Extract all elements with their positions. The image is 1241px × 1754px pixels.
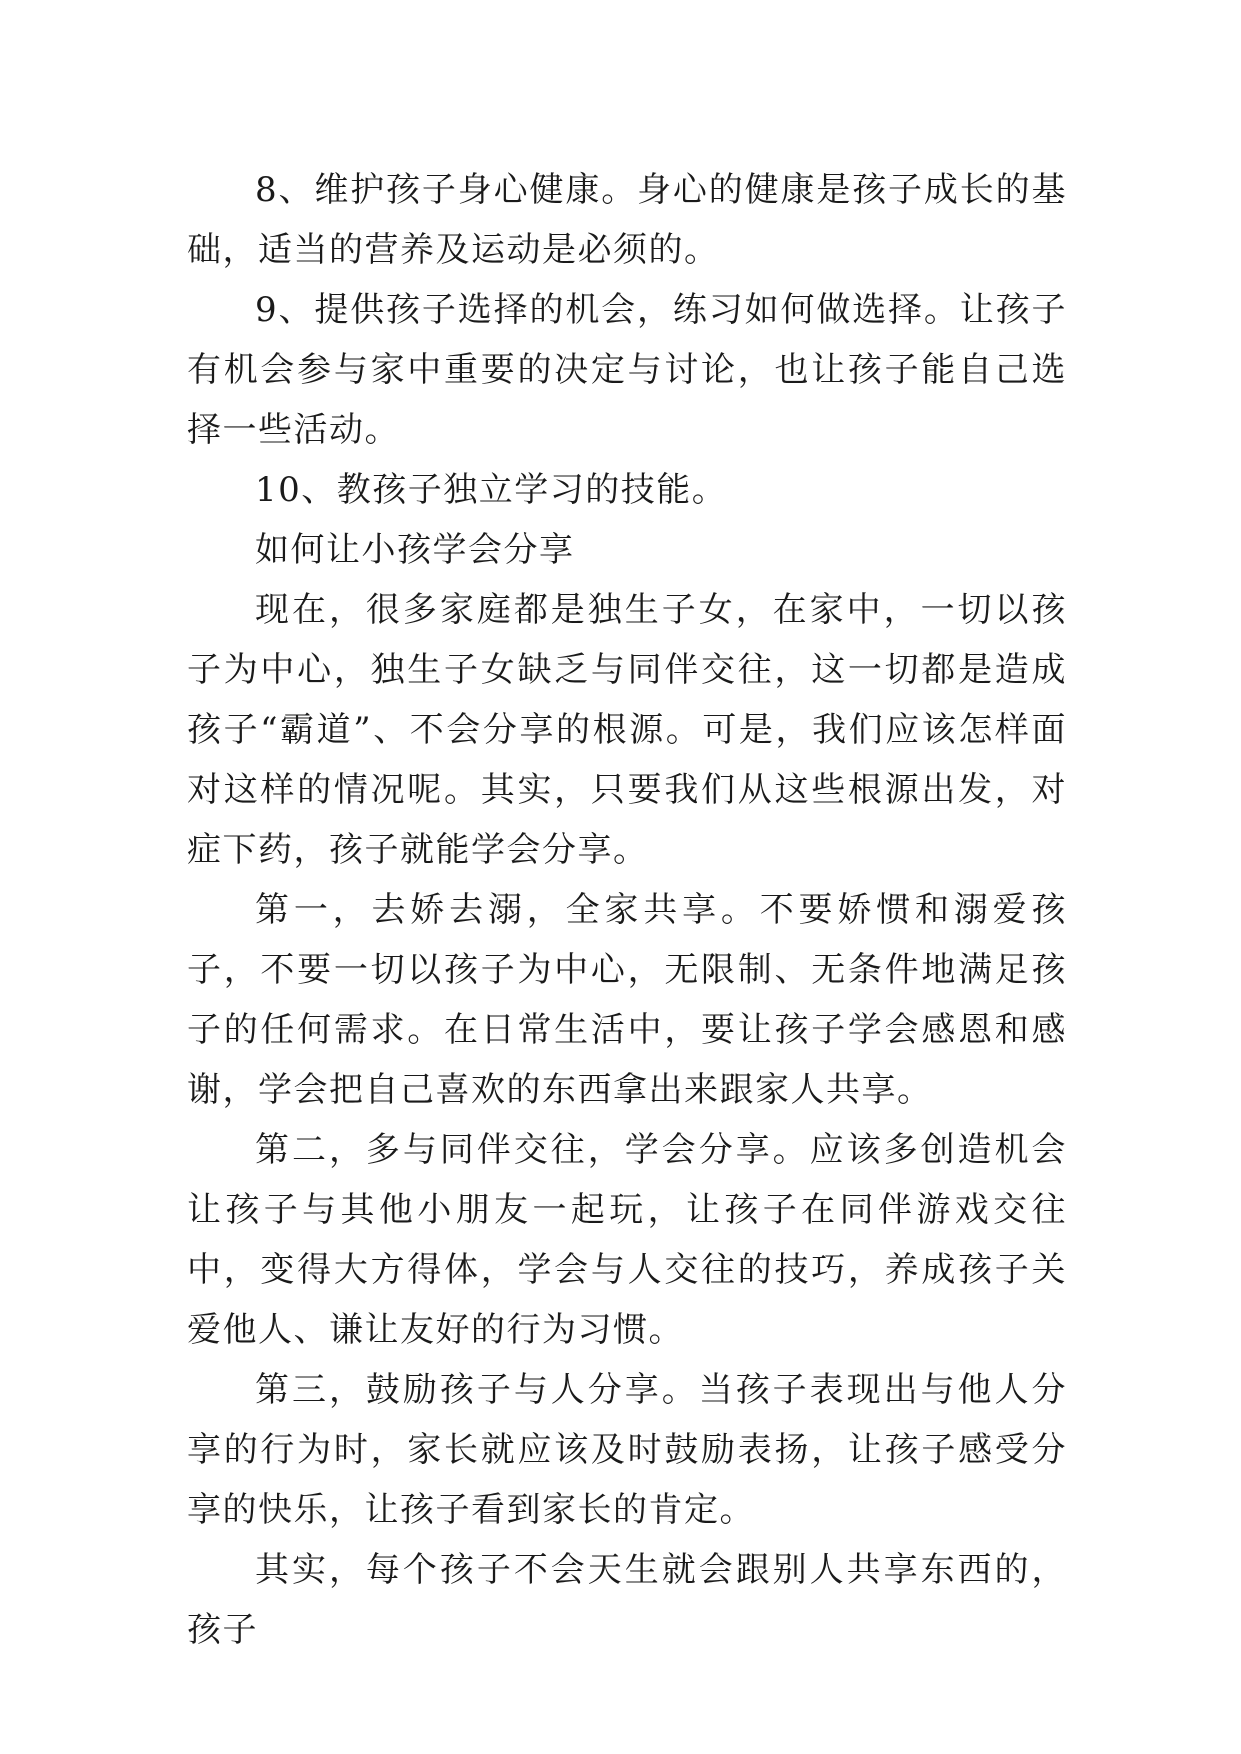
section-heading: 如何让小孩学会分享 <box>255 530 575 570</box>
paragraph-first: 第一，去娇去溺，全家共享。不要娇惯和溺爱孩子，不要一切以孩子为中心，无限制、无条件地满足孩子的任何需求。在日常生活中，要让孩子学会感恩和感谢，学会把自己喜欢的东西拿出来跟家人共享。 <box>187 890 1067 1110</box>
paragraph-third: 第三，鼓励孩子与人分享。当孩子表现出与他人分享的行为时，家长就应该及时鼓励表扬，让孩子感受分享的快乐，让孩子看到家长的肯定。 <box>187 1370 1067 1530</box>
paragraph-intro: 现在，很多家庭都是独生子女，在家中，一切以孩子为中心，独生子女缺乏与同伴交往，这一切都是造成孩子“霸道”、不会分享的根源。可是，我们应该怎样面对这样的情况呢。其实，只要我们从这些根源出发，对症下药，孩子就能学会分享。 <box>187 590 1067 870</box>
paragraph-item-8: 8、维护孩子身心健康。身心的健康是孩子成长的基础，适当的营养及运动是必须的。 <box>187 170 1067 270</box>
paragraph-closing: 其实，每个孩子不会天生就会跟别人共享东西的，孩子 <box>187 1550 1067 1650</box>
paragraph-item-9: 9、提供孩子选择的机会，练习如何做选择。让孩子有机会参与家中重要的决定与讨论，也让孩子能自己选择一些活动。 <box>187 290 1067 450</box>
paragraph-second: 第二，多与同伴交往，学会分享。应该多创造机会让孩子与其他小朋友一起玩，让孩子在同伴游戏交往中，变得大方得体，学会与人交往的技巧，养成孩子关爱他人、谦让友好的行为习惯。 <box>187 1130 1067 1350</box>
paragraph-item-10: 10、教孩子独立学习的技能。 <box>255 470 728 510</box>
document-body <box>187 160 1067 1660</box>
